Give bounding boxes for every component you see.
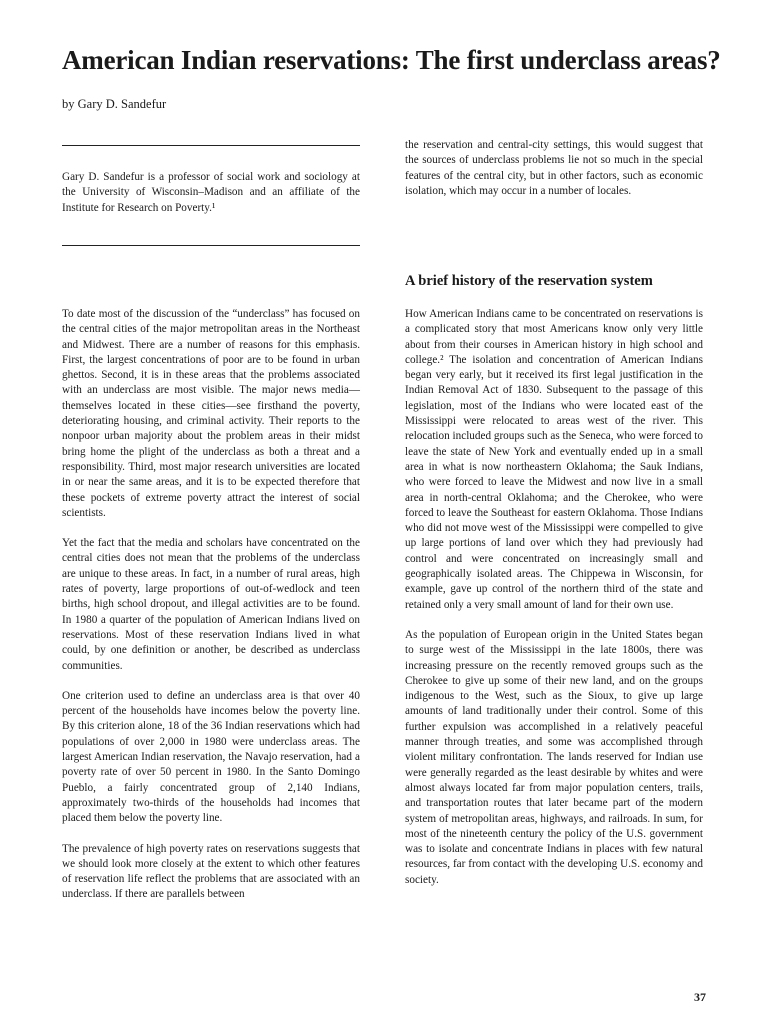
paragraph-4: The prevalence of high poverty rates on reservations suggests that we should look more closely at the extent to which other features of reservation life reflect the problems that are associated with an underclass. If there are parallels between	[62, 842, 360, 901]
article-title: American Indian reservations: The first underclass areas?	[62, 45, 721, 75]
divider-top	[62, 145, 360, 146]
divider-bottom	[62, 245, 360, 246]
paragraph-5: the reservation and central-city settings, this would suggest that the sources of underclass problems lie not so much in the special features of the central city, but in other factors, such as economic isolation, which may occur in a number of locales.	[405, 139, 703, 197]
page-number: 37	[694, 990, 706, 1004]
paragraph-2: Yet the fact that the media and scholars have concentrated on the central cities does not mean that the problems of the underclass are unique to these areas. In fact, in a number of rural areas, high rates of poverty, large proportions of out-of-wedlock and teen births, high school dropout, and illegal activities are to be found. In 1980 a quarter of the population of American Indians lived on reservations. Most of these reservation Indians lived in what could, by one definition or another, be described as underclass communities.	[62, 537, 360, 672]
paragraph-1: To date most of the discussion of the “underclass” has focused on the central cities of the major metropolitan areas in the Northeast and Midwest. There are a number of reasons for this emphasis. First, the largest concentrations of poor are to be found in urban ghettos. Second, it is in these areas that the problems associated with an underclass are most visible. The major news media—themselves located in these cities—see firsthand the poverty, deteriorating housing, and criminal activity. Their reports to the nonpoor urban majority about the problem areas in their midst bring home the plight of the underclass as both a threat and a responsibility. Third, most major research universities are located in or near the same areas, and it is to be expected therefore that these pockets of extreme poverty attract the interest of social scientists.	[62, 308, 360, 519]
author-note	[62, 170, 360, 216]
paragraph-6: How American Indians came to be concentrated on reservations is a complicated story that most Americans know only very little about from their courses in American history in high school and college.² The isolation and concentration of American Indians began very early, but it received its first legal justification in the Indian Removal Act of 1830. Subsequent to the passage of this legislation, most of the Indians who were located east of the Mississippi were relocated to areas west of the river. This relocation included groups such as the Seneca, who were forced to leave the state of New York and eventually ended up in a small area in what is now northeastern Oklahoma; the Sauk Indians, who were forced to leave the Midwest and now live in a small area in north-central Oklahoma; and the Cherokee, who were forced to leave the Southeast for eastern Oklahoma. Those Indians who did not move west of the Mississippi were compelled to give up large portions of land over which they had previously had control and were concentrated on increasingly small and geographically isolated areas. The Chippewa in Wisconsin, for example, gave up control of the northern third of the state and retained only a very small amount of land for their own use.	[405, 308, 703, 611]
author-note-text: Gary D. Sandefur is a professor of social work and sociology at the University of Wisconsin–Madison and an affiliate of the Institute for Research on Poverty.¹	[62, 171, 360, 214]
section-heading: A brief history of the reservation system	[405, 273, 653, 289]
paragraph-7: As the population of European origin in the United States began to surge west of the Mississippi in the late 1800s, there was increasing pressure on the recently removed groups such as the Cherokee to give up some of their new land, and on the groups indigenous to the West, such as the Sioux, to give up large amounts of land traditionally under their control. Some of this further expulsion was accomplished in a relatively peaceful manner through treaties, and some was accomplished through violent military confrontation. The lands reserved for Indian use were generally regarded as the least desirable by whites and were almost always located far from major population centers, trails, and transportation routes that later became part of the modern system of metropolitan areas, highways, and railroads. In sum, for most of the nineteenth century the policy of the U.S. government was to isolate and concentrate Indians in places with few natural resources, far from contact with the developing U.S. economy and society.	[405, 628, 703, 886]
right-column-top	[405, 138, 703, 199]
byline: by Gary D. Sandefur	[62, 97, 167, 111]
left-column	[62, 307, 360, 903]
paragraph-3: One criterion used to define an underclass area is that over 40 percent of the households have incomes below the poverty line. By this criterion alone, 18 of the 36 Indian reservations which had populations of over 2,000 in 1980 were underclass areas. The largest American Indian reservation, the Navajo reservation, had a poverty rate of over 50 percent in 1980. In the Santo Domingo Pueblo, a fairly concentrated group of 2,140 Indians, approximately two-thirds of the households had incomes that placed them below the poverty line.	[62, 689, 360, 825]
right-column-section	[405, 307, 703, 888]
